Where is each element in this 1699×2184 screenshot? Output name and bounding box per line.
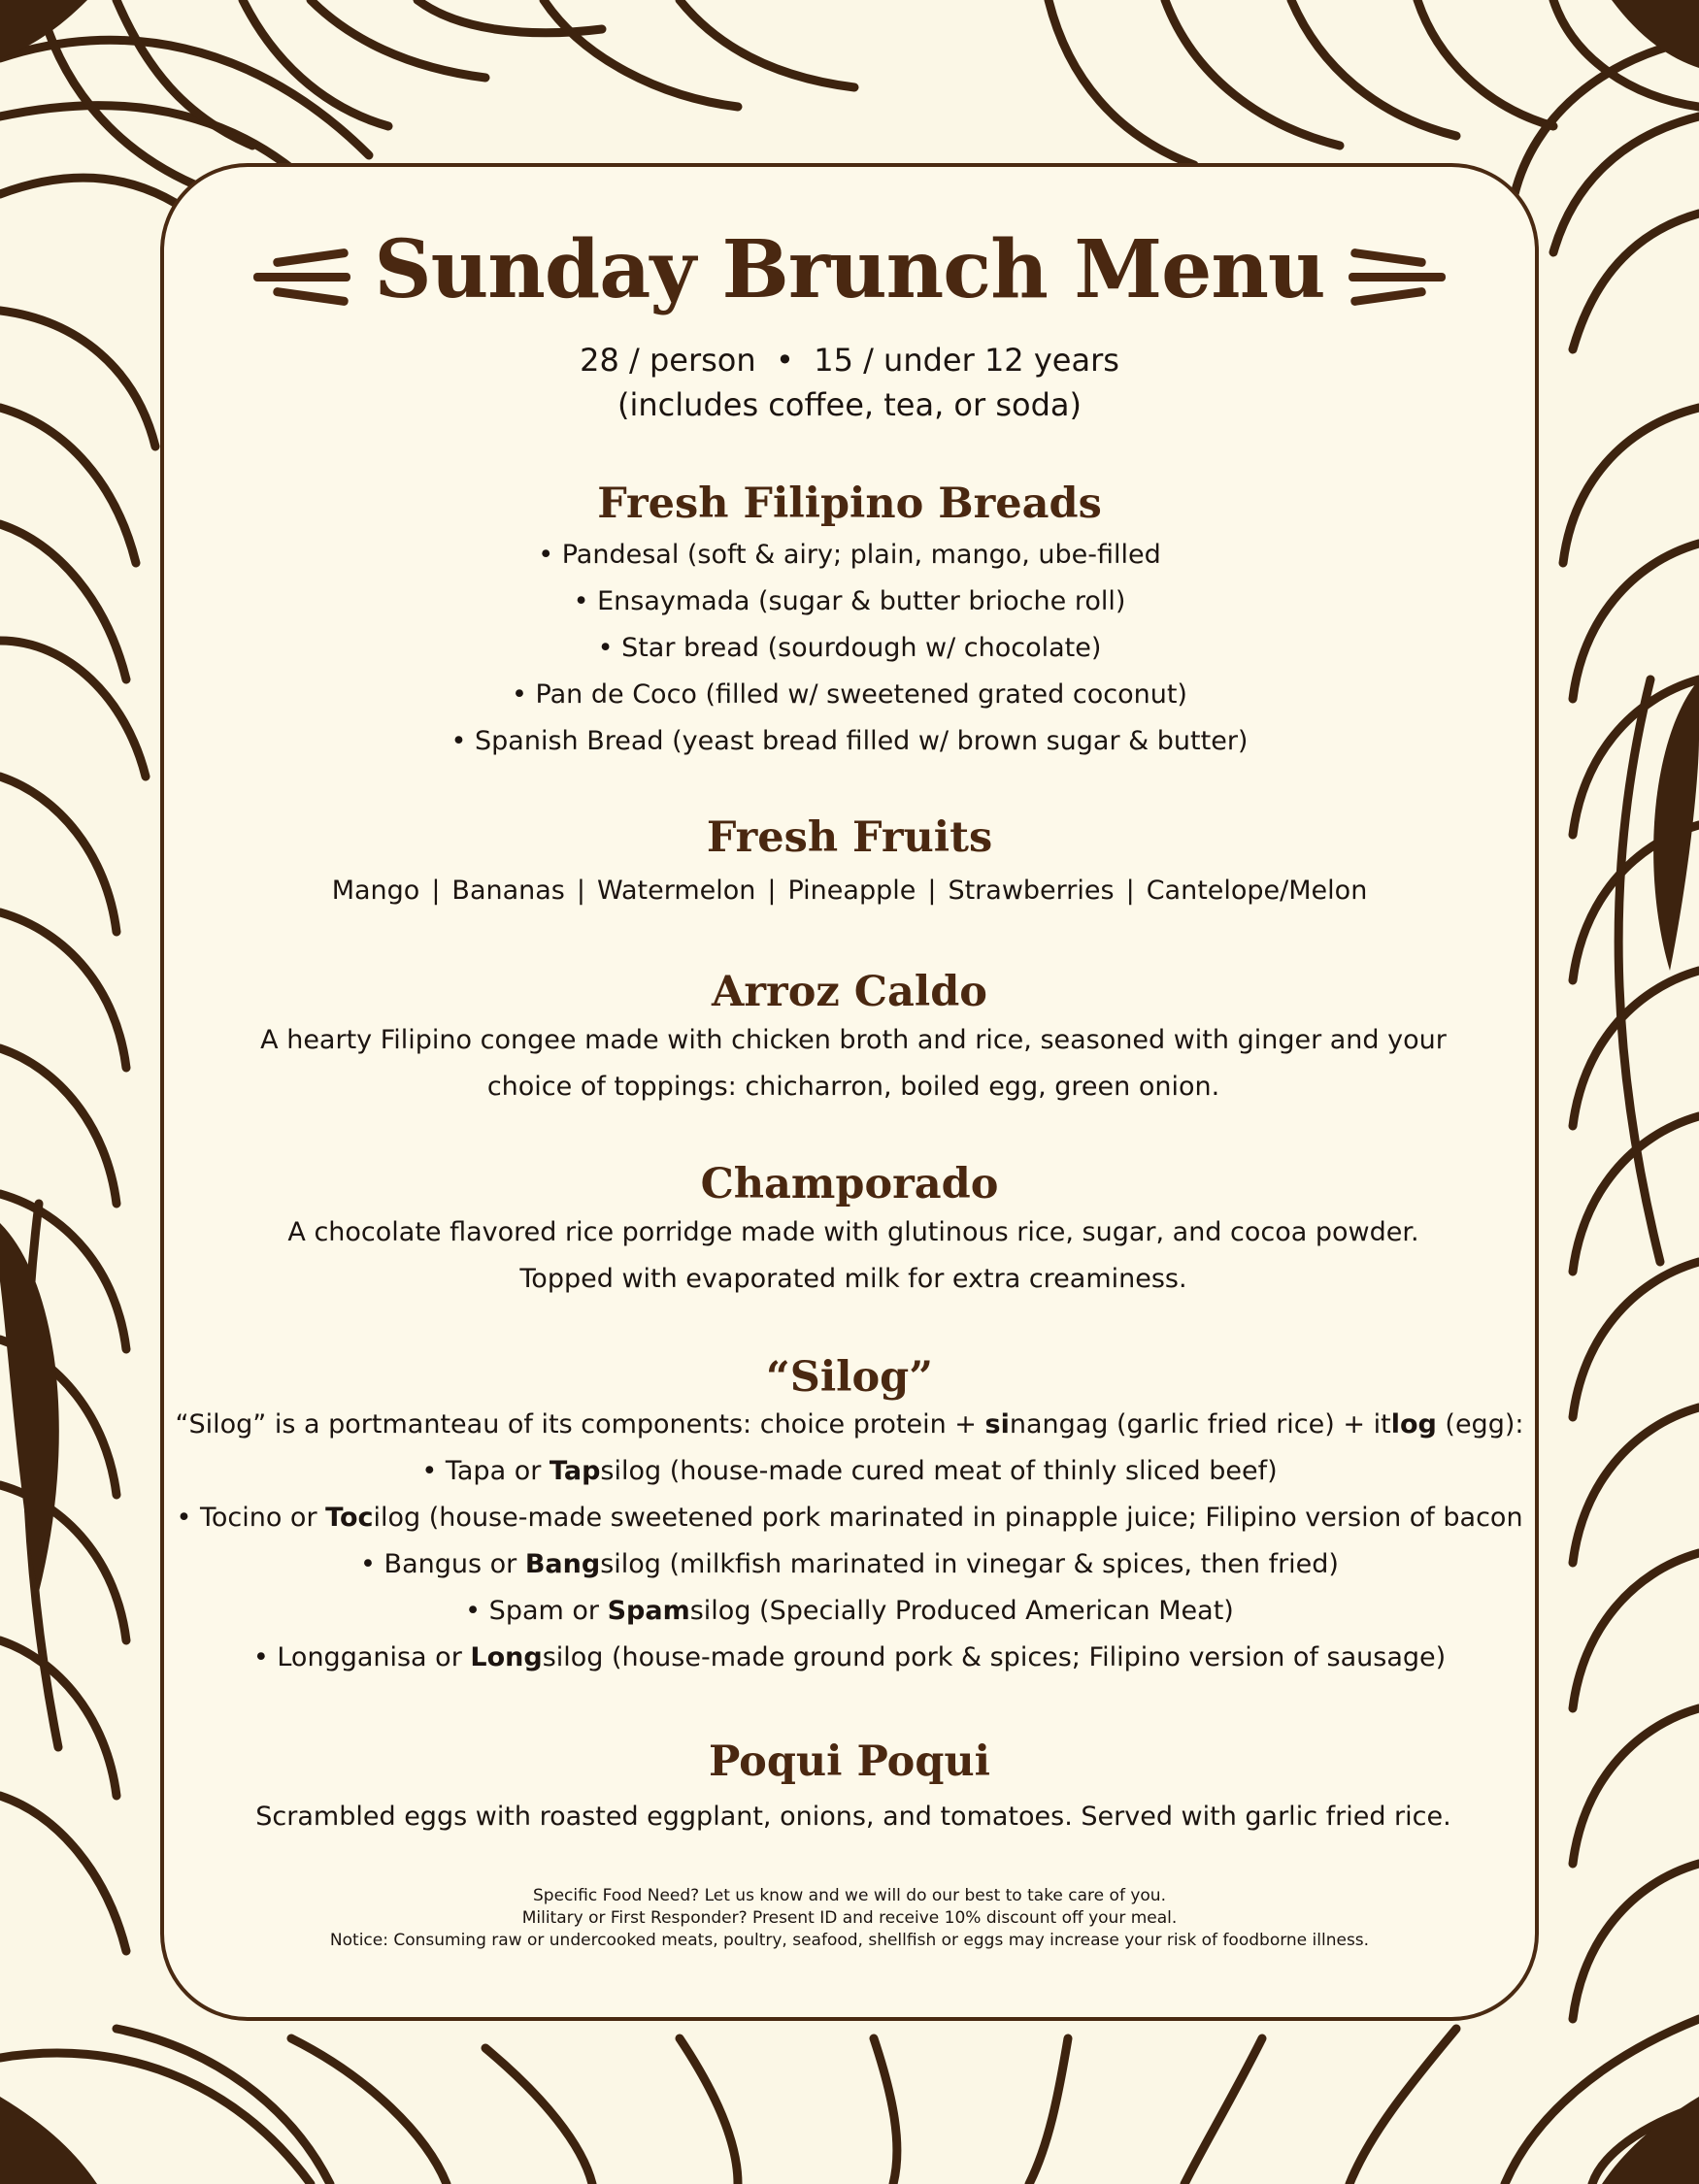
footer-line: Military or First Responder? Present ID and receive 10% discount off your meal. — [521, 1908, 1178, 1928]
description-line: A chocolate flavored rice porridge made with glutinous rice, sugar, and cocoa powder. — [287, 1217, 1419, 1247]
list-item: • Pandesal (soft & airy; plain, mango, ube-filled — [538, 540, 1161, 570]
list-item: • Longganisa or Longsilog (house-made ground pork & spices; Filipino version of sausage) — [252, 1642, 1447, 1672]
list-item: • Star bread (sourdough w/ chocolate) — [597, 633, 1102, 663]
arroz-caldo-description — [222, 1017, 1484, 1110]
silog-list — [164, 1402, 1535, 1681]
list-item: • Tapa or Tapsilog (house-made cured meat of thinly sliced beef) — [421, 1456, 1278, 1486]
footer-line: Notice: Consuming raw or undercooked meats, poultry, seafood, shellfish or eggs may increase your risk of foodborne illness. — [329, 1931, 1370, 1950]
pricing-line: 28 / person • 15 / under 12 years — [580, 342, 1119, 379]
section-heading-arroz-caldo: Arroz Caldo — [712, 968, 987, 1016]
pricing — [164, 338, 1535, 427]
poqui-poqui-description: Scrambled eggs with roasted eggplant, onions, and tomatoes. Served with garlic fried rice. — [255, 1802, 1451, 1832]
champorado-description — [222, 1209, 1484, 1303]
description-line: choice of toppings: chicharron, boiled egg, green onion. — [486, 1072, 1220, 1102]
section-heading-breads: Fresh Filipino Breads — [597, 480, 1102, 528]
fruit-item: Bananas — [451, 876, 565, 906]
left-decorative-bars — [253, 248, 350, 306]
section-heading-champorado: Champorado — [700, 1160, 999, 1208]
list-item: • Bangus or Bangsilog (milkfish marinated in vinegar & spices, then fried) — [360, 1549, 1339, 1579]
fruit-item: Watermelon — [596, 876, 756, 906]
menu-title: Sunday Brunch Menu — [374, 223, 1325, 316]
section-heading-fruits: Fresh Fruits — [706, 813, 993, 862]
fruit-item: Cantelope/Melon — [1146, 876, 1368, 906]
fruits-list: Mango | Bananas | Watermelon | Pineapple | Strawberries | Cantelope/Melon — [331, 876, 1368, 906]
silog-intro: “Silog” is a portmanteau of its components: choice protein + sinangag (garlic fried rice) + itlog (egg): — [175, 1409, 1524, 1439]
list-item: • Ensaymada (sugar & butter brioche roll) — [573, 586, 1126, 616]
breads-list — [164, 532, 1535, 765]
list-item: • Spam or Spamsilog (Specially Produced American Meat) — [465, 1596, 1234, 1626]
footer-line: Specific Food Need? Let us know and we will do our best to take care of you. — [533, 1886, 1166, 1905]
description-line: Topped with evaporated milk for extra creaminess. — [519, 1264, 1187, 1294]
list-item: • Tocino or Tocilog (house-made sweetened pork marinated in pinapple juice; Filipino version of bacon — [176, 1503, 1523, 1533]
list-item: • Pan de Coco (filled w/ sweetened grated coconut) — [512, 679, 1187, 710]
pricing-note: (includes coffee, tea, or soda) — [617, 386, 1082, 423]
list-item: • Spanish Bread (yeast bread filled w/ brown sugar & butter) — [450, 726, 1249, 756]
menu-title-row — [164, 223, 1535, 316]
right-decorative-bars — [1349, 248, 1446, 306]
footer-notes — [164, 1885, 1535, 1952]
fruit-item: Mango — [331, 876, 420, 906]
section-heading-poqui-poqui: Poqui Poqui — [708, 1737, 991, 1786]
fruit-item: Pineapple — [787, 876, 916, 906]
fruit-item: Strawberries — [948, 876, 1115, 906]
menu-card — [160, 163, 1539, 2021]
section-heading-silog: “Silog” — [766, 1353, 933, 1402]
description-line: A hearty Filipino congee made with chicken broth and rice, seasoned with ginger and your — [260, 1025, 1447, 1055]
